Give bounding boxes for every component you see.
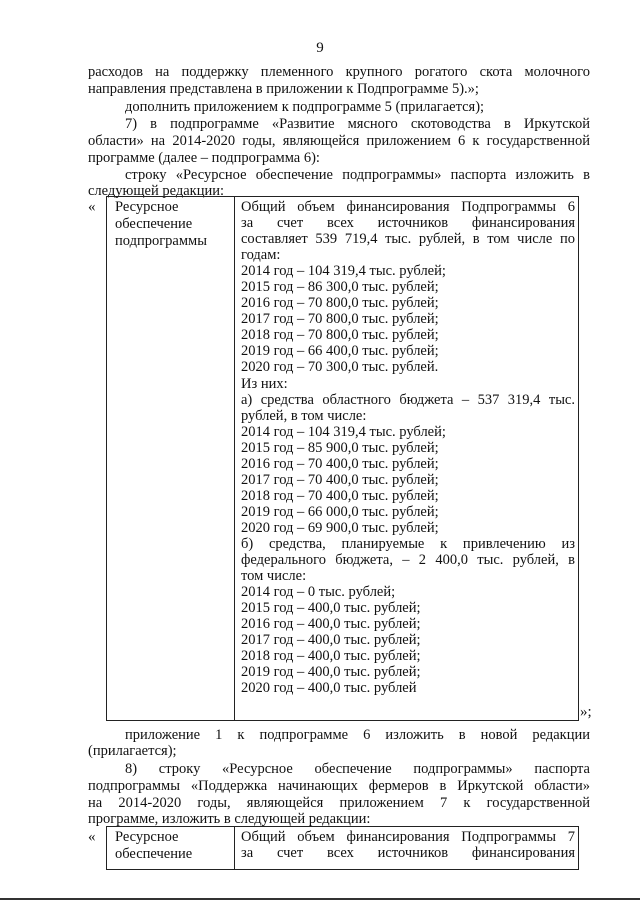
table1-right-line: рублей, в том числе: [241,407,367,424]
table1-right-line: 2014 год – 104 319,4 тыс. рублей; [241,263,446,280]
table2-right-line: Общий объем финансирования Подпрограммы 7 [241,829,575,845]
page-number: 9 [316,40,324,56]
intro-line-4: 7) в подпрограмме «Развитие мясного скотоводства в Иркутской [125,116,590,132]
table2-left-cell [115,829,192,863]
table1-right-line: 2020 год – 69 900,0 тыс. рублей; [241,519,439,536]
table2-left-line: обеспечение [115,846,193,862]
resource-table-2 [106,826,579,870]
intro-line-2: направления представлена в приложении к Подпрограмме 5).»; [88,81,479,97]
intro-line-7: строку «Ресурсное обеспечение подпрограммы» паспорта изложить в [125,167,590,183]
table1-right-line: 2015 год – 86 300,0 тыс. рублей; [241,279,439,296]
table1-right-line: годам: [241,247,281,264]
table1-column-divider [234,197,235,720]
table1-right-line: 2017 год – 70 400,0 тыс. рублей; [241,471,439,488]
table1-right-line: 2020 год – 70 300,0 тыс. рублей. [241,359,439,376]
table2-open-quote: « [88,829,96,845]
table1-right-line: Из них: [241,375,288,392]
resource-table-1 [106,196,579,721]
table1-right-line: том числе: [241,568,307,585]
table1-right-cell [241,199,575,696]
middle-line-6: программе, изложить в следующей редакции: [88,811,371,827]
table1-right-line: Общий объем финансирования Подпрограммы 6 [241,199,575,215]
intro-line-8: следующей редакции: [88,183,225,199]
table1-right-line: федерального бюджета, – 2 400,0 тыс. рублей, в [241,552,575,569]
table1-right-line: 2018 год – 70 800,0 тыс. рублей; [241,327,439,344]
intro-line-3: дополнить приложением к подпрограмме 5 (прилагается); [125,99,485,115]
middle-line-2: (прилагается); [88,743,177,759]
middle-line-1: приложение 1 к подпрограмме 6 изложить в новой редакции [125,727,590,743]
table1-right-line: 2017 год – 70 800,0 тыс. рублей; [241,311,439,328]
table1-right-line: 2019 год – 66 000,0 тыс. рублей; [241,503,439,520]
table1-right-line: 2018 год – 70 400,0 тыс. рублей; [241,487,439,504]
table1-open-quote: « [88,199,96,215]
page-bottom-edge [0,898,640,900]
table1-right-line: 2020 год – 400,0 тыс. рублей [241,680,417,697]
table1-right-line: 2015 год – 400,0 тыс. рублей; [241,600,421,617]
table1-right-line: 2016 год – 70 800,0 тыс. рублей; [241,295,439,312]
table2-column-divider [234,827,235,869]
table1-right-line: 2014 год – 0 тыс. рублей; [241,584,396,601]
intro-line-1: расходов на поддержку племенного крупного рогатого скота молочного [88,64,590,80]
table1-right-line: составляет 539 719,4 тыс. рублей, в том числе по [241,231,575,248]
table2-right-line: за счет всех источников финансирования [241,845,575,862]
table1-right-line: за счет всех источников финансирования [241,215,575,232]
table1-right-line: 2016 год – 70 400,0 тыс. рублей; [241,455,439,472]
table1-right-line: 2018 год – 400,0 тыс. рублей; [241,648,421,665]
table1-right-line: 2017 год – 400,0 тыс. рублей; [241,632,421,649]
table1-left-cell [115,199,207,250]
middle-line-4: подпрограммы «Поддержка начинающих фермеров в Иркутской области» [88,778,590,794]
table1-left-line: подпрограммы [115,233,207,249]
intro-line-5: области» на 2014-2020 годы, являющейся приложением 6 к государственной [88,133,590,149]
table2-right-cell [241,829,575,861]
table1-right-line: 2015 год – 85 900,0 тыс. рублей; [241,439,439,456]
table1-right-line: б) средства, планируемые к привлечению из [241,535,575,552]
middle-line-5: на 2014-2020 годы, являющейся приложением 7 к государственной [88,795,590,811]
table1-right-line: а) средства областного бюджета – 537 319,4 тыс. [241,391,575,408]
middle-line-3: 8) строку «Ресурсное обеспечение подпрограммы» паспорта [125,761,590,777]
table1-left-line: обеспечение [115,216,193,232]
intro-line-6: программе (далее – подпрограмма 6): [88,150,320,166]
table1-left-line: Ресурсное [115,199,179,215]
table2-left-line: Ресурсное [115,829,179,845]
table1-right-line: 2019 год – 400,0 тыс. рублей; [241,664,421,681]
table1-right-line: 2016 год – 400,0 тыс. рублей; [241,616,421,633]
table1-right-line: 2014 год – 104 319,4 тыс. рублей; [241,423,446,440]
table1-right-line: 2019 год – 66 400,0 тыс. рублей; [241,343,439,360]
table1-close-quote: »; [580,704,592,720]
